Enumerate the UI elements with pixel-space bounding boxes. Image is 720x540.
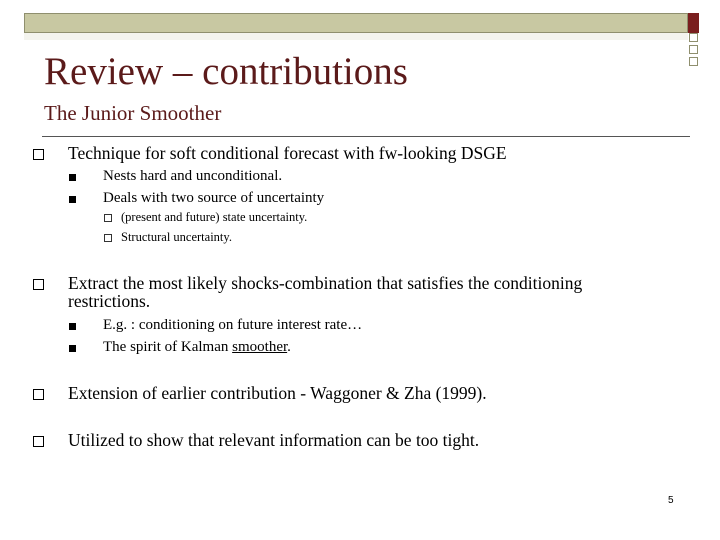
- sub-bullet-text-prefix: The spirit of Kalman: [103, 339, 233, 355]
- slide-title: Review – contributions: [44, 50, 408, 93]
- sub-bullet-text: Nests hard and unconditional.: [103, 168, 283, 184]
- slide-subtitle: The Junior Smoother: [44, 101, 222, 125]
- sub-bullet-text: Deals with two source of uncertainty: [103, 190, 325, 206]
- bullet-text-continued: restrictions.: [68, 291, 151, 311]
- filled-square-bullet-icon: [69, 345, 76, 352]
- hollow-square-bullet-icon: [33, 279, 44, 290]
- sub-sub-bullet-text: (present and future) state uncertainty.: [121, 210, 308, 224]
- header-bar: [24, 13, 688, 33]
- page-number: 5: [668, 495, 674, 506]
- sub-bullet-text-suffix: .: [287, 339, 291, 355]
- bullet-text: Utilized to show that relevant information can be too tight.: [68, 430, 480, 450]
- underlined-word: smoother: [232, 339, 288, 355]
- header-accent-block: [688, 13, 699, 33]
- bullet-text: Extension of earlier contribution - Waggoner & Zha (1999).: [68, 383, 487, 403]
- decor-square: [689, 33, 698, 42]
- filled-square-bullet-icon: [69, 323, 76, 330]
- bullet-text: Technique for soft conditional forecast with fw-looking DSGE: [68, 143, 507, 163]
- hollow-square-bullet-icon: [104, 214, 112, 222]
- decor-square: [689, 57, 698, 66]
- header-bar-shadow: [24, 33, 688, 40]
- sub-bullet-text-kalman: [103, 339, 291, 356]
- hollow-square-bullet-icon: [33, 149, 44, 160]
- filled-square-bullet-icon: [69, 174, 76, 181]
- bullet-text: Extract the most likely shocks-combination that satisfies the conditioning: [68, 273, 583, 293]
- decor-square: [689, 45, 698, 54]
- hollow-square-bullet-icon: [33, 436, 44, 447]
- filled-square-bullet-icon: [69, 196, 76, 203]
- title-divider: [42, 136, 690, 137]
- sub-sub-bullet-text: Structural uncertainty.: [121, 230, 232, 244]
- sub-bullet-text: E.g. : conditioning on future interest rate…: [103, 317, 363, 333]
- hollow-square-bullet-icon: [104, 234, 112, 242]
- hollow-square-bullet-icon: [33, 389, 44, 400]
